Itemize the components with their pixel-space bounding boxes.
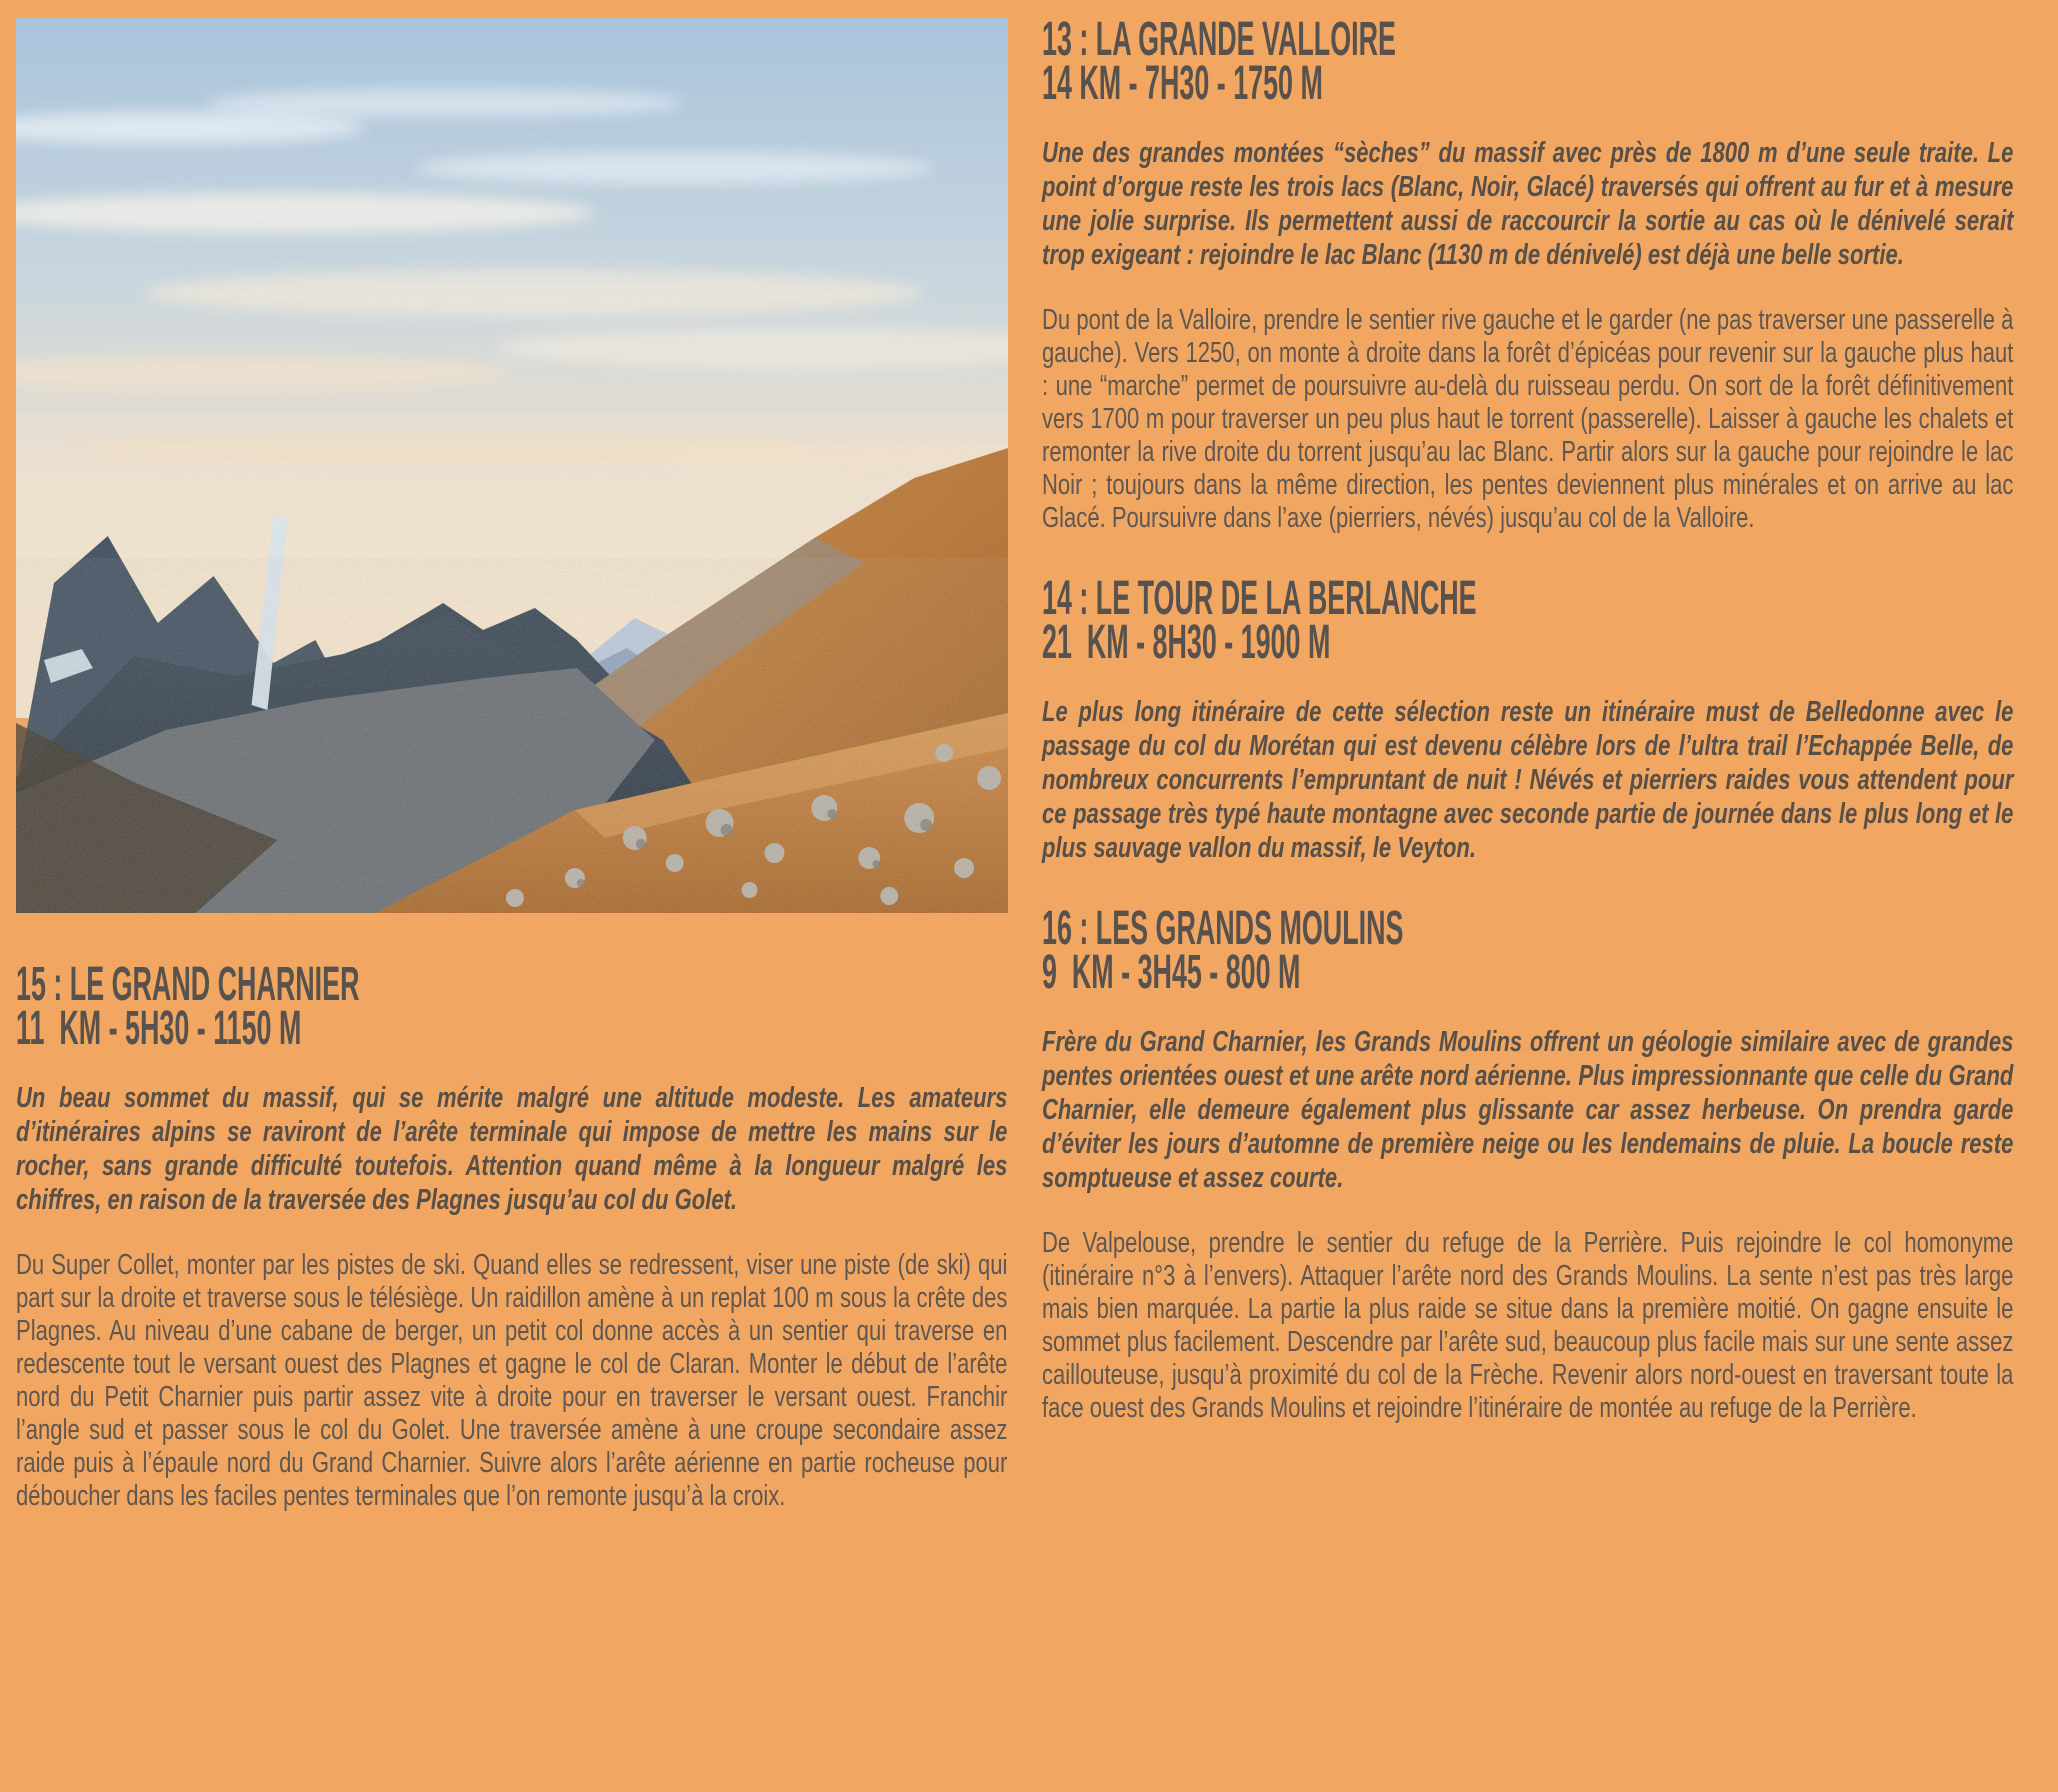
- route-section-13: [1042, 13, 2014, 535]
- route-16-intro: Frère du Grand Charnier, les Grands Moulins offrent un géologie similaire avec de grandes pentes orientées ouest et une arête nord aérienne. Plus impressionnante que celle du Grand Charnier, elle demeure également plus glissante car assez herbeuse. On prendra garde d’éviter les jours d’automne de première neige ou les lendemains de pluie. La boucle reste somptueuse et assez courte.: [1042, 1026, 2014, 1194]
- route-13-heading: [1042, 13, 2014, 110]
- route-13-stats: 14 KM - 7H30 - 1750 M: [1042, 57, 1323, 110]
- route-16-title: 16 : LES GRANDS MOULINS: [1042, 902, 1404, 955]
- route-section-15: [16, 958, 1008, 1513]
- route-14-heading: [1042, 572, 2014, 669]
- route-15-intro: Un beau sommet du massif, qui se mérite malgré une altitude modeste. Les amateurs d’itinéraires alpins se raviront de l’arête terminale qui impose de mettre les mains sur le rocher, sans grande difficulté toutefois. Attention quand même à la longueur malgré les chiffres, en raison de la traversée des Plagnes jusqu’au col du Golet.: [16, 1082, 1008, 1216]
- route-16-stats: 9 KM - 3H45 - 800 M: [1042, 946, 1301, 999]
- route-15-body: Du Super Collet, monter par les pistes de ski. Quand elles se redressent, viser une piste (de ski) qui part sur la droite et traverse sous le télésiège. Un raidillon amène à un replat 100 m sous la crête des Plagnes. Au niveau d’une cabane de berger, un petit col donne accès à un sentier qui traverse en redescente tout le versant ouest des Plagnes et gagne le col de Claran. Monter le début de l’arête nord du Petit Charnier puis partir assez vite à droite pour en traverser le versant ouest. Franchir l’angle sud et passer sous le col du Golet. Une traversée amène à une croupe secondaire assez raide puis à l’épaule nord du Grand Charnier. Suivre alors l’arête aérienne en partie rocheuse pour déboucher dans les faciles pentes terminales que l’on remonte jusqu’à la croix.: [16, 1249, 1008, 1512]
- route-14-stats: 21 KM - 8H30 - 1900 M: [1042, 616, 1331, 669]
- left-column: [16, 18, 1008, 1792]
- route-13-intro: Une des grandes montées “sèches” du massif avec près de 1800 m d’une seule traite. Le point d’orgue reste les trois lacs (Blanc, Noir, Glacé) traversés qui offrent au fur et à mesure une jolie surprise. Ils permettent aussi de raccourcir la sortie au cas où le dénivelé serait trop exigeant : rejoindre le lac Blanc (1130 m de dénivelé) est déjà une belle sortie.: [1042, 137, 2014, 271]
- mountain-photo: [16, 18, 1008, 913]
- route-15-heading: [16, 958, 1008, 1055]
- right-column: [1042, 13, 2014, 1792]
- route-16-body: De Valpelouse, prendre le sentier du refuge de la Perrière. Puis rejoindre le col homonyme (itinéraire n°3 à l’envers). Attaquer l’arête nord des Grands Moulins. La sente n’est pas très large mais bien marquée. La partie la plus raide se situe dans la première moitié. On gagne ensuite le sommet plus facilement. Descendre par l’arête sud, beaucoup plus facile mais sur une sente assez caillouteuse, jusqu’à proximité du col de la Frèche. Revenir alors nord-ouest en traversant toute la face ouest des Grands Moulins et rejoindre l’itinéraire de montée au refuge de la Perrière.: [1042, 1227, 2014, 1424]
- route-13-title: 13 : LA GRANDE VALLOIRE: [1042, 13, 1396, 66]
- route-15-title: 15 : LE GRAND CHARNIER: [16, 958, 360, 1011]
- route-14-intro: Le plus long itinéraire de cette sélection reste un itinéraire must de Belledonne avec le passage du col du Morétan qui est devenu célèbre lors de l’ultra trail l’Echappée Belle, de nombreux concurrents l’empruntant de nuit ! Névés et pierriers raides vous attendent pour ce passage très typé haute montagne avec seconde partie de journée dans le plus long et le plus sauvage vallon du massif, le Veyton.: [1042, 696, 2014, 864]
- route-15-stats: 11 KM - 5H30 - 1150 M: [16, 1002, 302, 1055]
- route-16-heading: [1042, 902, 2014, 999]
- route-section-16: [1042, 902, 2014, 1425]
- route-14-title: 14 : LE TOUR DE LA BERLANCHE: [1042, 572, 1477, 625]
- route-section-14: [1042, 572, 2014, 865]
- route-13-body: Du pont de la Valloire, prendre le sentier rive gauche et le garder (ne pas traverser une passerelle à gauche). Vers 1250, on monte à droite dans la forêt d’épicéas pour revenir sur la gauche plus haut : une “marche” permet de poursuivre au-delà du ruisseau perdu. On sort de la forêt définitivement vers 1700 m pour traverser un peu plus haut le torrent (passerelle). Laisser à gauche les chalets et remonter la rive droite du torrent jusqu’au lac Blanc. Partir alors sur la gauche pour rejoindre le lac Noir ; toujours dans la même direction, les pentes deviennent plus minérales et on arrive au lac Glacé. Poursuivre dans l’axe (pierriers, névés) jusqu’au col de la Valloire.: [1042, 304, 2014, 534]
